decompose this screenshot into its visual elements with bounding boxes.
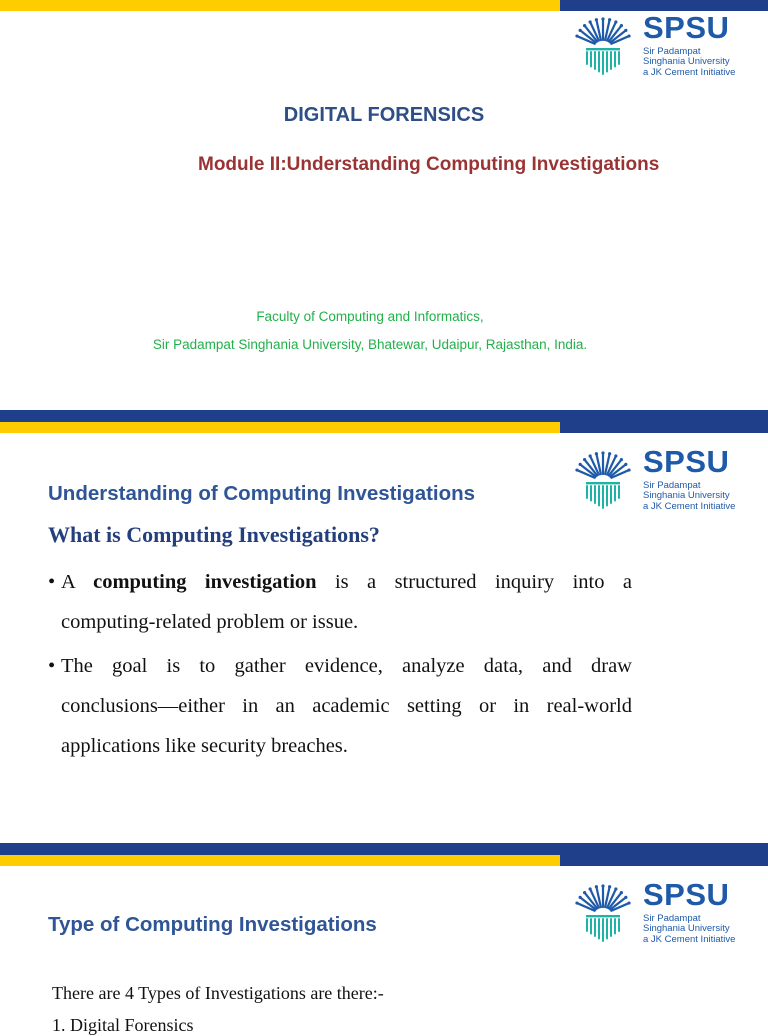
spsu-logo (572, 877, 752, 947)
bullet-marker: • (48, 571, 56, 593)
logo-brand: SPSU (643, 444, 730, 479)
slide-3 (0, 855, 768, 1035)
spsu-logo (572, 444, 752, 514)
tree-logo-icon (572, 16, 634, 78)
university-line: Sir Padampat Singhania University, Bhatewar, Udaipur, Rajasthan, India. (152, 337, 588, 352)
slide-1 (0, 0, 768, 422)
logo-brand: SPSU (643, 10, 730, 45)
bullet-1-line-1 (48, 562, 632, 602)
slide-gap (0, 833, 768, 843)
spsu-logo (572, 10, 752, 80)
section-heading: What is Computing Investigations? (48, 522, 380, 547)
bullet-1-line-2: computing-related problem or issue. (61, 611, 359, 633)
bullet-1 (48, 562, 632, 642)
bullet-1-rest: is a structured inquiry into a (334, 571, 632, 593)
bullet-marker: • (48, 655, 56, 677)
bullet-2 (48, 646, 632, 766)
tree-logo-icon (572, 883, 634, 945)
logo-line-1: Sir Padampat (643, 913, 701, 924)
module-title: Module II:Understanding Computing Investigations (198, 154, 660, 175)
top-navy-bar (560, 422, 768, 433)
top-navy-bar (560, 855, 768, 866)
bullet-1-prefix: A (61, 571, 75, 593)
logo-line-3: a JK Cement Initiative (643, 934, 736, 945)
logo-brand: SPSU (643, 877, 730, 912)
slide-title: Understanding of Computing Investigations (48, 482, 476, 505)
logo-line-2: Singhania University (643, 923, 730, 934)
logo-line-1: Sir Padampat (643, 46, 701, 57)
course-title: DIGITAL FORENSICS (283, 104, 485, 126)
bottom-navy-bar (0, 410, 768, 422)
bottom-navy-bar (0, 843, 768, 855)
logo-line-3: a JK Cement Initiative (643, 501, 736, 512)
bullet-2-line-2: conclusions—either in an academic setting or in real-world (61, 695, 632, 717)
list-item-1: 1. Digital Forensics (52, 1015, 194, 1035)
top-yellow-bar (0, 0, 560, 11)
tree-logo-icon (572, 450, 634, 512)
intro-text: There are 4 Types of Investigations are there:- (52, 983, 384, 1003)
bullet-2-line-1: The goal is to gather evidence, analyze data, and draw (61, 655, 632, 677)
logo-line-2: Singhania University (643, 490, 730, 501)
logo-line-3: a JK Cement Initiative (643, 67, 736, 78)
bullet-2-line-3: applications like security breaches. (61, 735, 348, 757)
logo-line-2: Singhania University (643, 56, 730, 67)
slide-gap (0, 400, 768, 410)
slide-2 (0, 422, 768, 855)
bullet-1-bold-term: computing investigation (93, 571, 317, 593)
faculty-line: Faculty of Computing and Informatics, (256, 309, 484, 324)
logo-line-1: Sir Padampat (643, 480, 701, 491)
top-yellow-bar (0, 855, 560, 866)
top-yellow-bar (0, 422, 560, 433)
slide-title: Type of Computing Investigations (48, 913, 377, 936)
